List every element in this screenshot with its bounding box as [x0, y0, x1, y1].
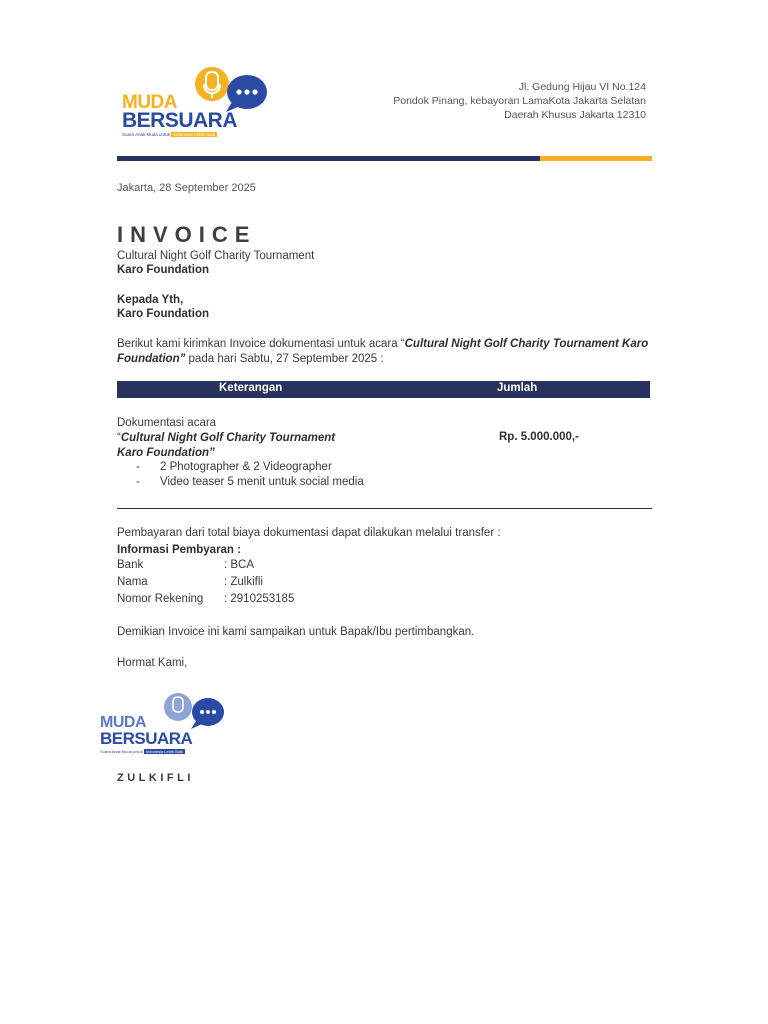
logo-text-muda: MUDA: [100, 714, 146, 731]
payment-row-account: Nomor Rekening : 2910253185: [117, 593, 295, 605]
list-item: - 2 Photographer & 2 Videographer: [136, 461, 332, 473]
logo-tagline: Suara Anak Muda untuk Indonesia Lebih Baik: [100, 749, 183, 754]
regards-text: Hormat Kami,: [117, 657, 188, 669]
intro-event: Cultural Night Golf Charity Tournament Karo Foundation”: [117, 338, 649, 365]
recipient-greeting: Kepada Yth,: [117, 294, 184, 306]
document-date: Jakarta, 28 September 2025: [117, 182, 256, 194]
payment-row-bank: Bank : BCA: [117, 559, 255, 571]
column-header-description: Keterangan: [219, 382, 283, 394]
closing-text: Demikian Invoice ini kami sampaikan untuk Bapak/Ibu pertimbangkan.: [117, 626, 475, 638]
signature-logo: [98, 690, 228, 760]
company-address: [393, 80, 646, 122]
address-line: Pondok Pinang, kebayoran LamaKota Jakarta Selatan: [393, 95, 646, 107]
payment-intro: Pembayaran dari total biaya dokumentasi dapat dilakukan melalui transfer :: [117, 527, 501, 539]
logo-text-bersuara: BERSUARA: [100, 729, 193, 748]
item-event-title: “Cultural Night Golf Charity Tournament: [117, 432, 336, 444]
payment-row-name: Nama : Zulkifli: [117, 576, 263, 588]
event-name: Cultural Night Golf Charity Tournament: [117, 250, 315, 262]
header-divider-navy: [117, 156, 540, 161]
payment-heading: Informasi Pembyaran :: [117, 544, 241, 556]
signatory-name: ZULKIFLI: [117, 772, 194, 784]
table-header: [117, 381, 650, 398]
header-divider-gold: [540, 156, 652, 161]
address-line: Daerah Khusus Jakarta 12310: [504, 109, 646, 121]
logo-tagline: Suara Anak Muda untuk Indonesia Lebih Baik: [122, 132, 216, 137]
address-line: Jl. Gedung Hijau VI No.124: [518, 81, 646, 93]
table-bottom-rule: [117, 508, 652, 509]
organizer-name: Karo Foundation: [117, 264, 209, 276]
item-event-title-line2: Karo Foundation”: [117, 447, 215, 459]
logo-text-muda: MUDA: [122, 92, 177, 113]
item-description: Dokumentasi acara: [117, 417, 217, 429]
table-row: [117, 416, 335, 461]
company-logo: [120, 64, 270, 140]
logo-text-bersuara: BERSUARA: [122, 109, 238, 132]
column-header-amount: Jumlah: [497, 382, 538, 394]
recipient-name: Karo Foundation: [117, 308, 209, 320]
item-amount: Rp. 5.000.000,-: [499, 431, 579, 443]
list-item: - Video teaser 5 menit untuk social media: [136, 476, 364, 488]
invoice-title: INVOICE: [117, 222, 257, 247]
intro-paragraph: Berikut kami kirimkan Invoice dokumentasi untuk acara “Cultural Night Golf Charity Tournament Karo Foundation” pada hari Sabtu, 27 September 2025 :: [117, 338, 649, 365]
